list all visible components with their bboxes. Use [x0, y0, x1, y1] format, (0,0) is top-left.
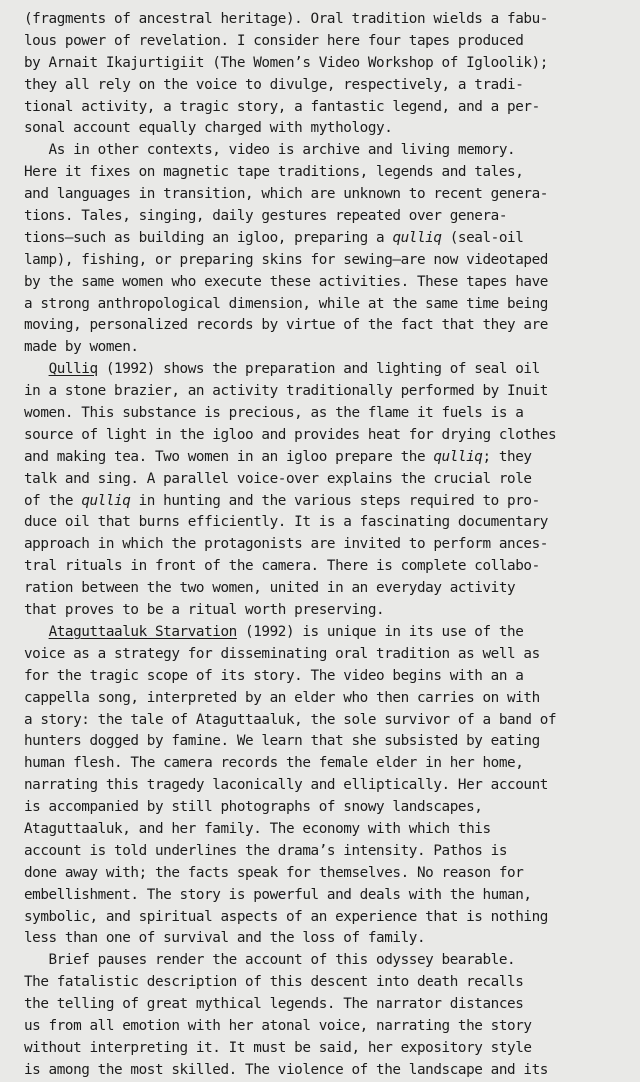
- text-line: [24, 512, 634, 534]
- text-segment: and languages in transition, which are unknown to recent genera-: [24, 186, 548, 203]
- text-line: [24, 9, 634, 31]
- text-line: [24, 469, 634, 491]
- italic-term: qulliq: [81, 492, 131, 509]
- text-line: [24, 972, 634, 994]
- text-line: [24, 666, 634, 688]
- text-line: [24, 162, 634, 184]
- text-line: [24, 206, 634, 228]
- text-segment: embellishment. The story is powerful and deals with the human,: [24, 886, 532, 903]
- text-segment: As in other contexts, video is archive and living memory.: [24, 142, 516, 159]
- text-segment: us from all emotion with her atonal voice, narrating the story: [24, 1017, 532, 1034]
- text-line: [24, 819, 634, 841]
- video-title: Ataguttaaluk Starvation: [48, 623, 237, 640]
- text-segment: by Arnait Ikajurtigiit (The Women’s Video Workshop of Igloolik);: [24, 54, 548, 71]
- text-line: [24, 775, 634, 797]
- text-segment: that proves to be a ritual worth preserving.: [24, 602, 385, 619]
- text-line: [24, 359, 634, 381]
- text-segment: in hunting and the various steps required to pro-: [130, 492, 540, 509]
- italic-term: qulliq: [392, 229, 442, 246]
- text-segment: duce oil that burns efficiently. It is a fascinating documentary: [24, 514, 548, 531]
- text-line: [24, 140, 634, 162]
- text-line: [24, 425, 634, 447]
- text-segment: narrating this tragedy laconically and elliptically. Her account: [24, 777, 548, 794]
- text-line: [24, 31, 634, 53]
- text-line: [24, 600, 634, 622]
- text-segment: they all rely on the voice to divulge, respectively, a tradi-: [24, 76, 524, 93]
- text-segment: moving, personalized records by virtue of the fact that they are: [24, 317, 548, 334]
- text-segment: a story: the tale of Ataguttaaluk, the sole survivor of a band of: [24, 711, 557, 728]
- text-line: [24, 184, 634, 206]
- text-line: [24, 534, 634, 556]
- text-segment: lous power of revelation. I consider here four tapes produced: [24, 32, 524, 49]
- text-segment: tional activity, a tragic story, a fantastic legend, and a per-: [24, 98, 540, 115]
- text-segment: without interpreting it. It must be said, her expository style: [24, 1039, 532, 1056]
- text-line: [24, 250, 634, 272]
- text-line: [24, 315, 634, 337]
- text-line: [24, 403, 634, 425]
- text-segment: source of light in the igloo and provides heat for drying clothes: [24, 426, 557, 443]
- text-segment: symbolic, and spiritual aspects of an experience that is nothing: [24, 908, 548, 925]
- text-line: [24, 1016, 634, 1038]
- text-segment: The fatalistic description of this descent into death recalls: [24, 974, 524, 991]
- text-line: [24, 272, 634, 294]
- text-segment: is accompanied by still photographs of snowy landscapes,: [24, 799, 483, 816]
- text-segment: (fragments of ancestral heritage). Oral tradition wields a fabu-: [24, 11, 548, 27]
- text-segment: hunters dogged by famine. We learn that she subsisted by eating: [24, 733, 540, 750]
- text-line: [24, 97, 634, 119]
- text-segment: sonal account equally charged with mythology.: [24, 120, 393, 137]
- text-line: [24, 556, 634, 578]
- text-segment: ; they: [482, 448, 532, 465]
- text-line: [24, 622, 634, 644]
- text-line: [24, 1038, 634, 1060]
- text-line: [24, 75, 634, 97]
- text-line: [24, 381, 634, 403]
- text-line: [24, 994, 634, 1016]
- text-line: [24, 1060, 634, 1082]
- text-segment: tral rituals in front of the camera. There is complete collabo-: [24, 558, 540, 575]
- text-segment: [24, 361, 49, 377]
- text-line: [24, 863, 634, 885]
- text-segment: approach in which the protagonists are invited to perform ances-: [24, 536, 548, 553]
- text-segment: [24, 624, 49, 640]
- text-segment: (seal-oil: [441, 229, 524, 246]
- video-title: Qulliq: [48, 361, 98, 378]
- text-segment: made by women.: [24, 339, 139, 356]
- text-segment: for the tragic scope of its story. The video begins with an a: [24, 667, 524, 684]
- text-segment: is among the most skilled. The violence of the landscape and its: [24, 1061, 548, 1078]
- text-segment: women. This substance is precious, as the flame it fuels is a: [24, 405, 524, 422]
- text-line: [24, 753, 634, 775]
- text-line: [24, 491, 634, 513]
- text-segment: Ataguttaaluk, and her family. The economy with which this: [24, 820, 491, 837]
- italic-term: qulliq: [433, 448, 483, 465]
- text-line: [24, 644, 634, 666]
- text-line: [24, 228, 634, 250]
- text-segment: a strong anthropological dimension, while at the same time being: [24, 295, 548, 312]
- text-line: [24, 294, 634, 316]
- text-line: [24, 688, 634, 710]
- text-segment: account is told underlines the drama’s intensity. Pathos is: [24, 842, 508, 859]
- text-segment: human flesh. The camera records the female elder in her home,: [24, 755, 524, 772]
- text-segment: Here it fixes on magnetic tape traditions, legends and tales,: [24, 164, 524, 181]
- text-line: [24, 907, 634, 929]
- text-segment: of the: [24, 492, 82, 509]
- text-segment: done away with; the facts speak for themselves. No reason for: [24, 864, 524, 881]
- text-segment: by the same women who execute these activities. These tapes have: [24, 273, 548, 290]
- text-segment: (1992) is unique in its use of the: [236, 623, 524, 640]
- text-line: [24, 710, 634, 732]
- text-segment: the telling of great mythical legends. The narrator distances: [24, 996, 524, 1013]
- text-segment: tions. Tales, singing, daily gestures repeated over genera-: [24, 208, 508, 225]
- text-line: [24, 928, 634, 950]
- text-line: [24, 841, 634, 863]
- text-line: [24, 53, 634, 75]
- text-segment: cappella song, interpreted by an elder who then carries on with: [24, 689, 540, 706]
- text-line: [24, 797, 634, 819]
- text-segment: (1992) shows the preparation and lighting of seal oil: [97, 361, 540, 378]
- text-line: [24, 578, 634, 600]
- text-segment: and making tea. Two women in an igloo prepare the: [24, 448, 434, 465]
- text-line: [24, 731, 634, 753]
- text-line: [24, 950, 634, 972]
- text-segment: voice as a strategy for disseminating oral tradition as well as: [24, 645, 540, 662]
- text-line: [24, 447, 634, 469]
- text-segment: less than one of survival and the loss of family.: [24, 930, 426, 947]
- text-line: [24, 885, 634, 907]
- text-line: [24, 337, 634, 359]
- body-text: [24, 9, 634, 1082]
- text-segment: tions—such as building an igloo, preparing a: [24, 229, 393, 246]
- text-segment: in a stone brazier, an activity traditionally performed by Inuit: [24, 383, 548, 400]
- text-line: [24, 118, 634, 140]
- text-segment: Brief pauses render the account of this odyssey bearable.: [24, 952, 516, 969]
- text-segment: ration between the two women, united in an everyday activity: [24, 580, 516, 597]
- text-segment: talk and sing. A parallel voice-over explains the crucial role: [24, 470, 532, 487]
- text-segment: lamp), fishing, or preparing skins for sewing—are now videotaped: [24, 251, 548, 268]
